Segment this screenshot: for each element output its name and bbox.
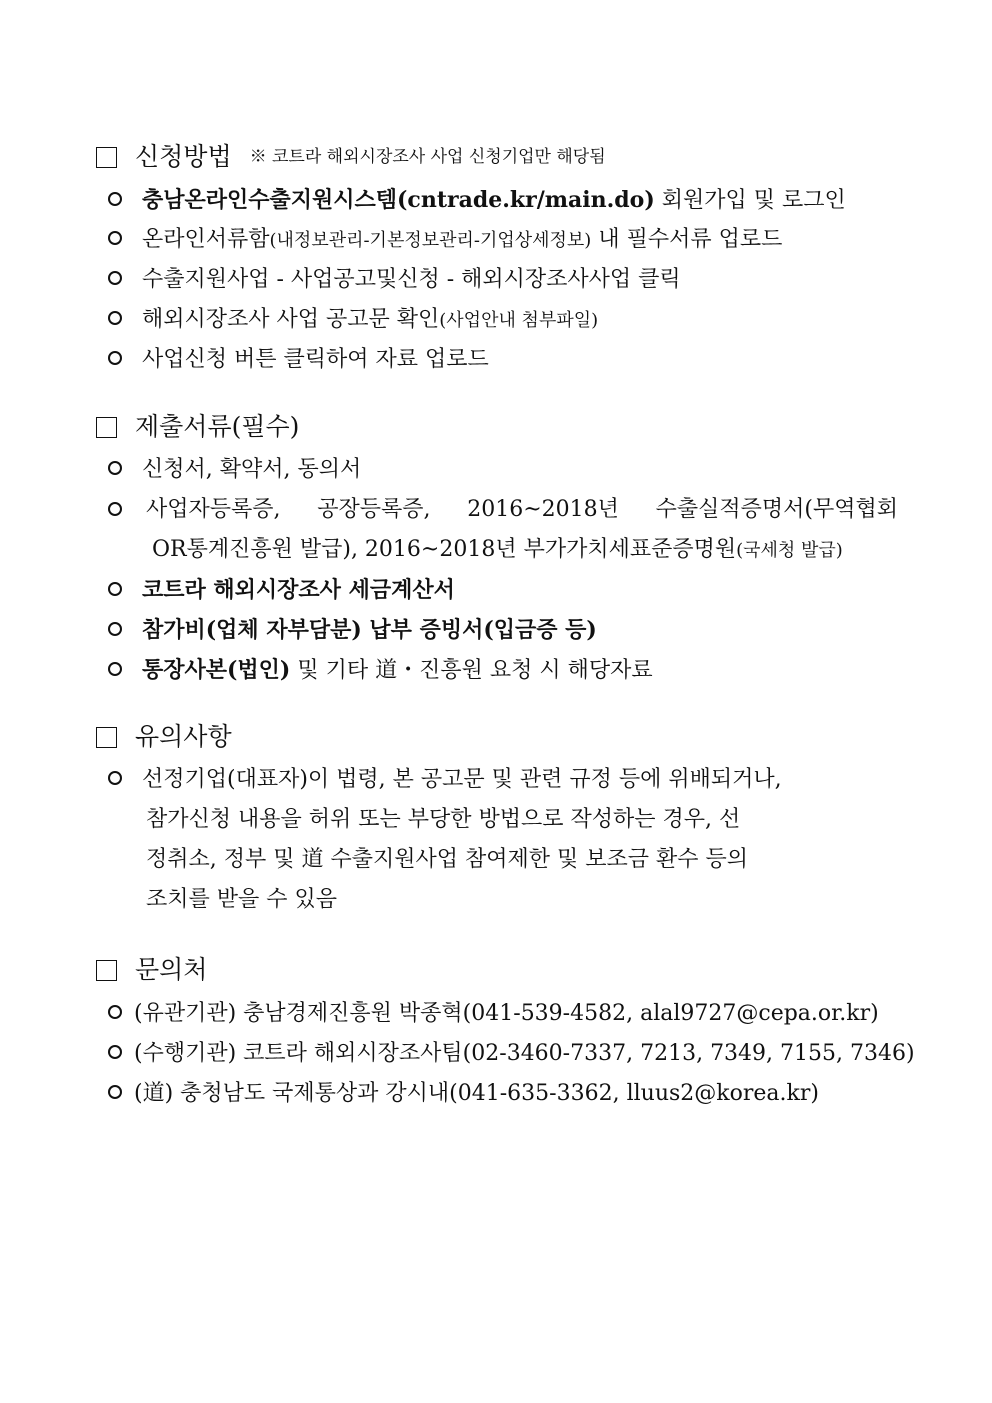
documents-item-5 (108, 656, 898, 685)
contact-item-3 (108, 1080, 898, 1108)
apply-item-2-tail: 내 필수서류 업로드 (591, 227, 783, 252)
circle-bullet-icon (108, 231, 122, 245)
documents-item-2-part-4: 수출실적증명서(무역협회 (655, 497, 898, 522)
checkbox-square-icon (96, 727, 117, 748)
section-apply-note: ※ 코트라 해외시장조사 사업 신청기업만 해당됨 (249, 147, 606, 167)
notice-item (108, 766, 898, 794)
checkbox-square-icon (96, 417, 117, 438)
apply-item-3-text: 수출지원사업 - 사업공고및신청 - 해외시장조사사업 클릭 (142, 267, 681, 292)
section-documents-heading (96, 412, 299, 442)
apply-item-2-small: (내정보관리-기본정보관리-기업상세정보) (269, 230, 592, 251)
contact-item-1-text: (유관기관) 충남경제진흥원 박종혁(041-539-4582, alal9727@cepa.or.kr) (134, 1001, 879, 1026)
section-contact-heading (96, 955, 207, 985)
circle-bullet-icon (108, 771, 122, 785)
documents-item-3-bold: 코트라 해외시장조사 세금계산서 (142, 577, 455, 603)
apply-item-5 (108, 346, 898, 374)
circle-bullet-icon (108, 1045, 122, 1059)
documents-item-4 (108, 616, 898, 645)
circle-bullet-icon (108, 311, 122, 325)
contact-item-3-text: (道) 충청남도 국제통상과 강시내(041-635-3362, lluus2@korea.kr) (134, 1081, 819, 1106)
documents-item-5-bold: 통장사본(법인) (142, 657, 291, 683)
section-contact-title: 문의처 (135, 955, 208, 984)
apply-item-4-text: 해외시장조사 사업 공고문 확인 (142, 307, 440, 332)
circle-bullet-icon (108, 662, 122, 676)
notice-line-2: 참가신청 내용을 허위 또는 부당한 방법으로 작성하는 경우, 선 (146, 807, 741, 832)
circle-bullet-icon (108, 192, 122, 206)
section-documents-title: 제출서류(필수) (135, 412, 300, 441)
apply-item-1-text: 회원가입 및 로그인 (654, 188, 846, 213)
section-notice-heading (96, 722, 232, 752)
apply-item-4-small: (사업안내 첨부파일) (439, 310, 599, 331)
circle-bullet-icon (108, 1085, 122, 1099)
apply-item-4 (108, 306, 898, 335)
documents-item-2-line2-small: (국세청 발급) (736, 540, 843, 561)
notice-line-1: 선정기업(대표자)이 법령, 본 공고문 및 관련 규정 등에 위배되거나, (142, 767, 782, 792)
documents-item-3 (108, 576, 898, 605)
circle-bullet-icon (108, 622, 122, 636)
documents-item-2-line1 (146, 496, 898, 524)
documents-item-2-line2-text: OR통계진흥원 발급), 2016~2018년 부가가치세표준증명원 (152, 537, 737, 562)
documents-item-2-part-1: 사업자등록증, (146, 497, 281, 522)
apply-item-1-bold: 충남온라인수출지원시스템(cntrade.kr/main.do) (142, 187, 655, 213)
contact-item-2 (108, 1040, 915, 1068)
apply-item-2 (108, 226, 898, 255)
circle-bullet-icon (108, 461, 122, 475)
circle-bullet-icon (108, 582, 122, 596)
circle-bullet-icon (108, 502, 122, 516)
apply-item-5-text: 사업신청 버튼 클릭하여 자료 업로드 (142, 347, 489, 372)
section-apply-heading (96, 142, 606, 172)
documents-item-2-part-3: 2016~2018년 (467, 497, 619, 522)
circle-bullet-icon (108, 271, 122, 285)
section-notice-title: 유의사항 (135, 722, 232, 751)
notice-line-4: 조치를 받을 수 있음 (146, 887, 337, 912)
section-apply-title: 신청방법 (135, 142, 232, 171)
documents-item-4-bold: 참가비(업체 자부담분) 납부 증빙서(입금증 등) (142, 617, 597, 643)
checkbox-square-icon (96, 960, 117, 981)
circle-bullet-icon (108, 351, 122, 365)
documents-item-2-line2 (152, 536, 898, 565)
documents-item-2-part-2: 공장등록증, (317, 497, 431, 522)
apply-item-1 (108, 186, 898, 215)
apply-item-3 (108, 266, 898, 294)
contact-item-1 (108, 1000, 898, 1028)
apply-item-2-text: 온라인서류함 (142, 227, 270, 252)
circle-bullet-icon (108, 1005, 122, 1019)
documents-item-1 (108, 456, 898, 484)
checkbox-square-icon (96, 147, 117, 168)
documents-item-5-text: 및 기타 道・진흥원 요청 시 해당자료 (290, 658, 653, 683)
documents-item-1-text: 신청서, 확약서, 동의서 (142, 457, 362, 482)
contact-item-2-text: (수행기관) 코트라 해외시장조사팀(02-3460-7337, 7213, 7349, 7155, 7346) (134, 1041, 915, 1066)
documents-item-2 (108, 496, 898, 524)
notice-line-3: 정취소, 정부 및 道 수출지원사업 참여제한 및 보조금 환수 등의 (146, 847, 748, 872)
